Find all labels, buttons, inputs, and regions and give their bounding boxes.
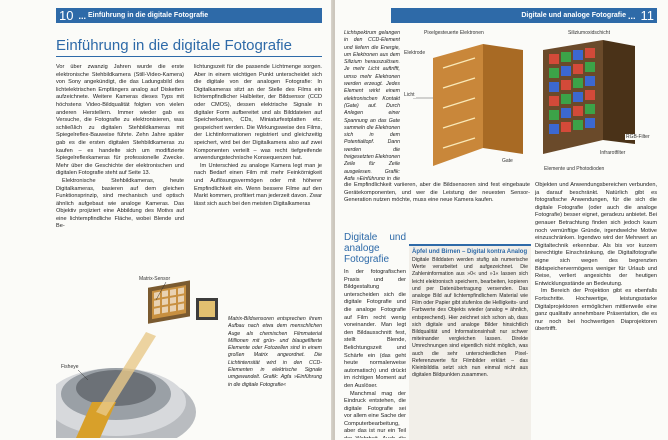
figure-caption (228, 316, 322, 438)
paragraph: Vor über zwanzig Jahren wurde die erste elektronische Stehbildkamera (Still-Video-Kamera) von Sony angekündigt, die das Ladungsbild des lichtelektrischen Empfängers analog auf Disketten aufzeichnete. Weitere Kameras dieses Typs mit höchstens Video-Bildqualität folgten von vielen anderen Herstellern. Immer wieder gab es Versuche, die Fotografie zu elektronisieren, was schließlich zu digitalen Stehbildkameras mit Spiegelreflex-Bauweise führte. Zehn Jahre später gab es die ersten digitalen Stehbildkameras zu kaufen – es handelte sich um modifizierte Spiegelreflexkameras für professionelle Zwecke. Mehr über die Geschichte der elektronischen und digitalen Fotografie steht auf Seite 13. (56, 64, 184, 177)
text-column-2 (535, 182, 657, 438)
running-header-left (56, 8, 322, 23)
header-dots: ... (78, 10, 86, 21)
left-page (0, 0, 333, 440)
sensor-illustration (56, 262, 222, 438)
paragraph: In der fotografischen Praxis und der Bildgestaltung unterscheiden sich die digitale Fotografie und die analoge Fotografie auf Film recht wenig voneinander. Man legt den Bildausschnitt fest, stellt Blende, Belichtungszeit und Schärfe ein (das geht heute normalerweise automatisch) und drückt im richtigen Moment auf den Auslöser. (344, 269, 406, 389)
ccd-illustration (403, 28, 659, 178)
figure-caption (344, 30, 400, 180)
text-column-1-top (344, 182, 530, 232)
label-electrode: Elektrode (404, 50, 426, 56)
paragraph: Elektronische Stehbildkameras, heute Digitalkameras, basieren auf dem gleichen Funktionsprinzip, sind mechanisch und optisch ähnlich aufgebaut wie analoge Kameras. Das Objektiv projiziert eine Abbildung des Motivs auf eine lichtempfindliche Fläche, wobei Blende und Be- (56, 177, 184, 230)
label-infrared-filter: Infrarotfilter (600, 150, 626, 156)
label-rgb-filter: RGB-Filter (626, 134, 650, 140)
label-light: Licht (404, 92, 415, 98)
label-fisheye: Fisheye (61, 364, 79, 370)
paragraph: Im Unterschied zu analoge Kamera legt man je nach Bedarf einen Film mit mehr Feinkörnigkeit und Auflösungsvermögen oder mit höherer Empfindlichkeit ein. Wenn bessere Filme auf den Markt kommen, profitiert man jederzeit davon. Zwar lässt sich auch bei den meisten Digitalkameras (194, 162, 322, 207)
text-column-1 (344, 232, 406, 438)
right-page (335, 0, 668, 440)
paragraph: Manchmal mag der Eindruck entstehen, die digitale Fotografie sei vor allem eine Sache der Computerbearbeitung, aber das ist nur ein Teil (344, 390, 406, 435)
page-number: 11 (640, 8, 654, 23)
box-body: Digitale Bilddaten werden stufig als numerische Werte verarbeitet und aufgezeichnet. Die Zahleninformation aus »0« und »1« lassen sich leicht elektronisch speichern, bearbeiten, kopieren und per Datenübertragung versenden. Das analoge Bild auf lichtempfindlichem Material wie Film oder Papier gibt stufenlos die Helligkeits- und Farbwerte des Objekts wieder (analog = ähnlich, entsprechend). Hier zeichnet sich schon ab, dass sich digitale und analoge Bilder hinsichtlich Bildqualität und Informationsinhalt nur schwer miteinander vergleichen lassen. Direkte Umrechnungen sind eigentlich nicht möglich, was auch die sehr unterschiedlichen Pixel-Referenzwerte für Filmbilder erklärt – das Kleinbilddia setzt sich nun einmal nicht aus digitalen Bildpunkten zusammen. (412, 257, 528, 379)
label-elements: Elemente und Photodioden (544, 166, 605, 172)
chapter-title: Einführung in die digitale Fotografie (56, 37, 292, 54)
header-title: Einführung in die digitale Fotografie (87, 12, 209, 19)
title-rule (56, 56, 322, 57)
caption-text: Lichtspektrum gelangen in den CCD-Element und liefern die Energie, um Elektronen aus dem Silizium herauszulösen. Je mehr Licht auftrifft, umso mehr Elektronen werden erzeugt. Jedes Element wirkt einem elektronischen Kontakt (Gate) auf. Durch Anlegen einer Spannung an das Gate sammeln die Elektronen sich in dem Potentialtopf. Dann werden die freigesetzten Elektronen Zeile für Zeile ausgelesen. Grafik: Agfa »Einführung in die (344, 30, 400, 180)
paragraph: lichtungszeit für die passende Lichtmenge sorgen. Aber in einem wichtigen Punkt unterscheidet sich die digitale von der analogen Fotografie: In Digitalkameras sitzt an der Stelle des Films ein lichtempfindlicher Halbleiter, der Bildsensor (CCD oder CMOS), dessen elektrische Signale in digitaler Form aufbereitet und als Bilddateien auf Speicherkarten, CDs, Miniaturfestplatten etc. gespeichert werden. Die Wirkungsweise des Films, der Lichtinformationen registriert und gleichzeitig speichert, wird bei der Digitalkamera also auf zwei Komponenten verteilt – was recht tiefgreifende anwendungstechnische Konsequenzen hat. (194, 64, 322, 162)
header-title: Digitale und analoge Fotografie (521, 12, 626, 19)
header-dots: ... (627, 10, 636, 21)
camera-lens-graphic (56, 262, 222, 438)
box-title: Äpfel und Birnen – Digital kontra Analog (412, 249, 528, 255)
text-column-1 (56, 64, 184, 258)
text-column-2 (194, 64, 322, 258)
running-header-right (391, 8, 657, 23)
label-oxide-layer: Siliziumoxidschicht (568, 30, 610, 36)
label-gate: Gate (502, 158, 513, 164)
section-heading: Digitale und analoge Fotografie (344, 232, 406, 265)
caption-text: Matrix-Bildsensoren entsprechen ihrem Aufbau nach etwa dem menschlichen Auge als chemischen Filmmaterial Millionen mit grün- und blaugefilterte Elemente oder Fotozellen sind in einem großen Matrix angeordnet. Die Lichtintensität wird in den CCD-Elementen in elektrische Signale umgewandelt. Grafik: Agfa »Einführung in die digitale Fotografie« (228, 316, 322, 388)
sidebar-box (409, 244, 531, 440)
paragraph: die Empfindlichkeit variieren, aber die Bildsensoren sind fest eingebaute Gerätekomponenten, und wer die Leistung der neuesten Sensor-Generation nutzen möchte, muss eine neue Kamera kaufen. (344, 182, 530, 204)
page-number: 10 (59, 8, 74, 23)
label-matrix-sensor: Matrix-Sensor (139, 276, 171, 282)
label-pixel-electrons: Pixelgesteuerte Elektronen (424, 30, 484, 36)
paragraph: Objekten und Anwendungsbereichen verbunden, ja darauf beschränkt. Natürlich gibt es fotografische Anwendungen, für die sich die digitale Fotografie (oder auch die analoge Fotografie) besser eignet, geradezu anbietet. Bei genauer Betrachtung finden sich jedoch kaum noch vernünftige Gründe, irgendwelche Motive einzuschränken. Irgendwo wird der Mehrwert an Digitaltechnik erkennbar. Als bis vor kurzem berechtigte Einschränkung, die Digitalfotografie eigne sich wegen des begrenzten Bildspeichervermögens weniger für Urlaub und Reise, verliert angesichts der heutigen Entwicklungsstände an Bedeutung. (535, 182, 657, 287)
paragraph: Im Bereich der Projektion gibt es ebenfalls Fortschritte. Hochwertige, leistungsstarke Digitalprojektoren ermöglichen mittlerweile eine ganz qualitativ annehmbare Präsentation, die es nur noch bei hochwertigen Diaprojektoren übertrifft. (535, 288, 657, 333)
